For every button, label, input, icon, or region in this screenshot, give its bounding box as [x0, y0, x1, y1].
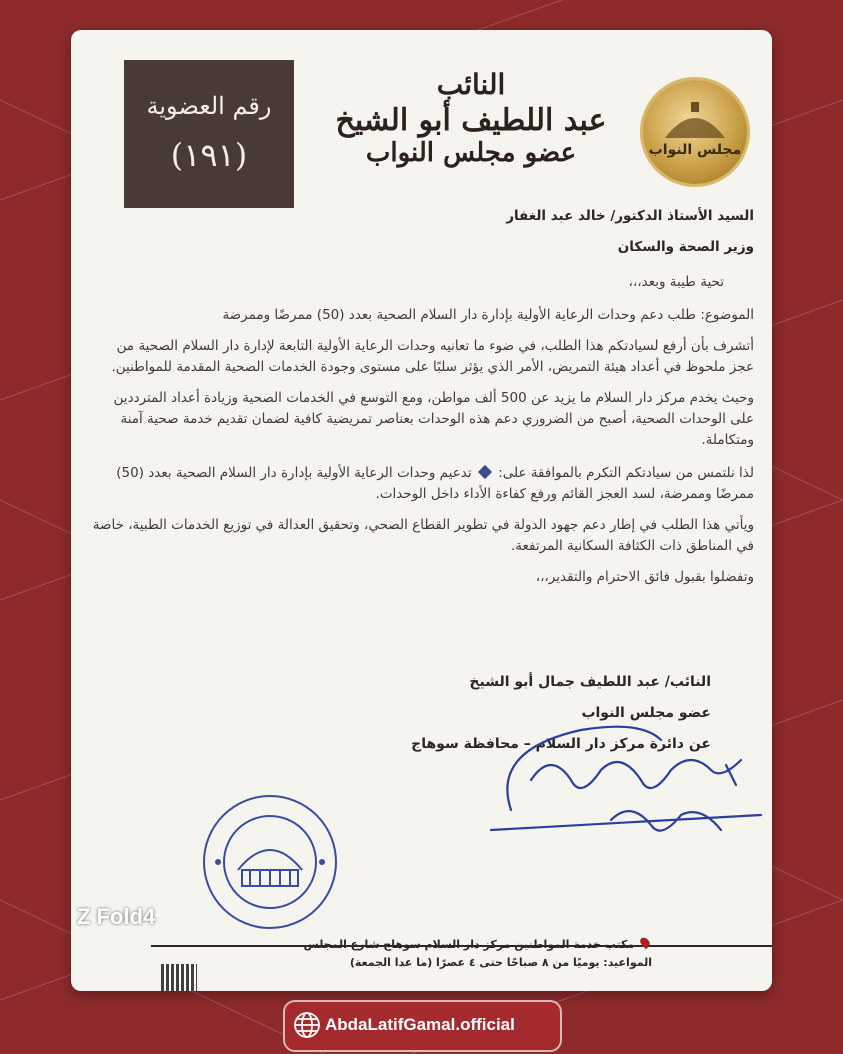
diamond-bullet-icon [478, 465, 492, 479]
social-handle-text: AbdaLatifGamal.official [325, 1015, 515, 1034]
subject: الموضوع: طلب دعم وحدات الرعاية الأولية بإدارة دار السلام الصحية بعدد (50) ممرضًا وممرضة [222, 307, 754, 323]
globe-icon [293, 1011, 321, 1039]
membership-number: (١٩١) [170, 136, 248, 174]
greeting: تحية طيبة وبعد،،، [628, 274, 724, 290]
signature-line-2: عضو مجلس النواب [581, 705, 711, 721]
qr-code-icon [161, 964, 197, 991]
official-seal [200, 792, 340, 932]
parliament-logo [643, 80, 747, 184]
paragraph-4: ويأتي هذا الطلب في إطار دعم جهود الدولة في تطوير القطاع الصحي، وتحقيق العدالة في توزيع الخدمات الطبية، خاصة في المناطق ذات الكثافة السكانية المرتفعة. [92, 517, 754, 554]
location-pin-icon [638, 936, 651, 949]
footer-line-1: مكتب خدمة المواطنين مركز دار السلام سوهاج شارع المجلس [303, 938, 635, 951]
footer-line-2: المواعيد: يوميًا من ٨ صباحًا حتى ٤ عصرًا (ما عدا الجمعة) [349, 956, 652, 969]
letter-body [89, 206, 754, 594]
dome-icon [643, 80, 747, 184]
footer-address [92, 936, 652, 954]
letter-paper [71, 30, 772, 991]
social-handle-bar[interactable] [283, 1000, 562, 1052]
closing: وتفضلوا بقبول فائق الاحترام والتقدير،،، [535, 569, 754, 585]
membership-label: رقم العضوية [146, 92, 272, 120]
title-line-2: عبد اللطيف أبو الشيخ [335, 103, 607, 138]
title-line-3: عضو مجلس النواب [365, 138, 577, 168]
handwritten-signature [471, 710, 771, 860]
paragraph-3-item: تدعيم وحدات الرعاية الأولية بإدارة دار السلام الصحية بعدد (50) ممرضًا وممرضة، لسد العجز القائم ورفع كفاءة الأداء داخل الوحدات. [116, 465, 754, 502]
paragraph-1: أتشرف بأن أرفع لسيادتكم هذا الطلب، في ضوء ما تعانيه وحدات الرعاية الأولية التابعة لإدارة دار السلام الصحية من عجز ملحوظ في أعداد هيئة التمريض، الأمر الذي يؤثر سلبًا على مستوى وجودة الخدمات الصحية المقدمة للمواطنين. [111, 338, 754, 375]
logo-text: مجلس النواب [648, 142, 742, 158]
addressee-line-1: السيد الأستاذ الدكتور/ خالد عبد الغفار [506, 208, 754, 224]
paragraph-3 [89, 463, 754, 505]
title-line-1: النائب [436, 68, 506, 101]
paragraph-3-intro: لذا نلتمس من سيادتكم التكرم بالموافقة على: [498, 465, 754, 481]
device-watermark: Z Fold4 [77, 904, 156, 929]
membership-box [124, 60, 294, 208]
letterhead-title [321, 68, 621, 168]
signature-line-1: النائب/ عبد اللطيف جمال أبو الشيخ [469, 674, 711, 690]
signature-line-3: عن دائرة مركز دار السلام – محافظة سوهاج [411, 736, 711, 752]
paragraph-2: وحيث يخدم مركز دار السلام ما يزيد عن 500 ألف مواطن، ومع التوسع في الخدمات الصحية وزيادة أعداد المترددين على الوحدات الصحية، أصبح من الضروري دعم هذه الوحدات بعناصر تمريضية كافية لضمان تقديم خدمة صحية آمنة ومتكاملة. [113, 390, 754, 448]
addressee-line-2: وزير الصحة والسكان [617, 239, 754, 255]
